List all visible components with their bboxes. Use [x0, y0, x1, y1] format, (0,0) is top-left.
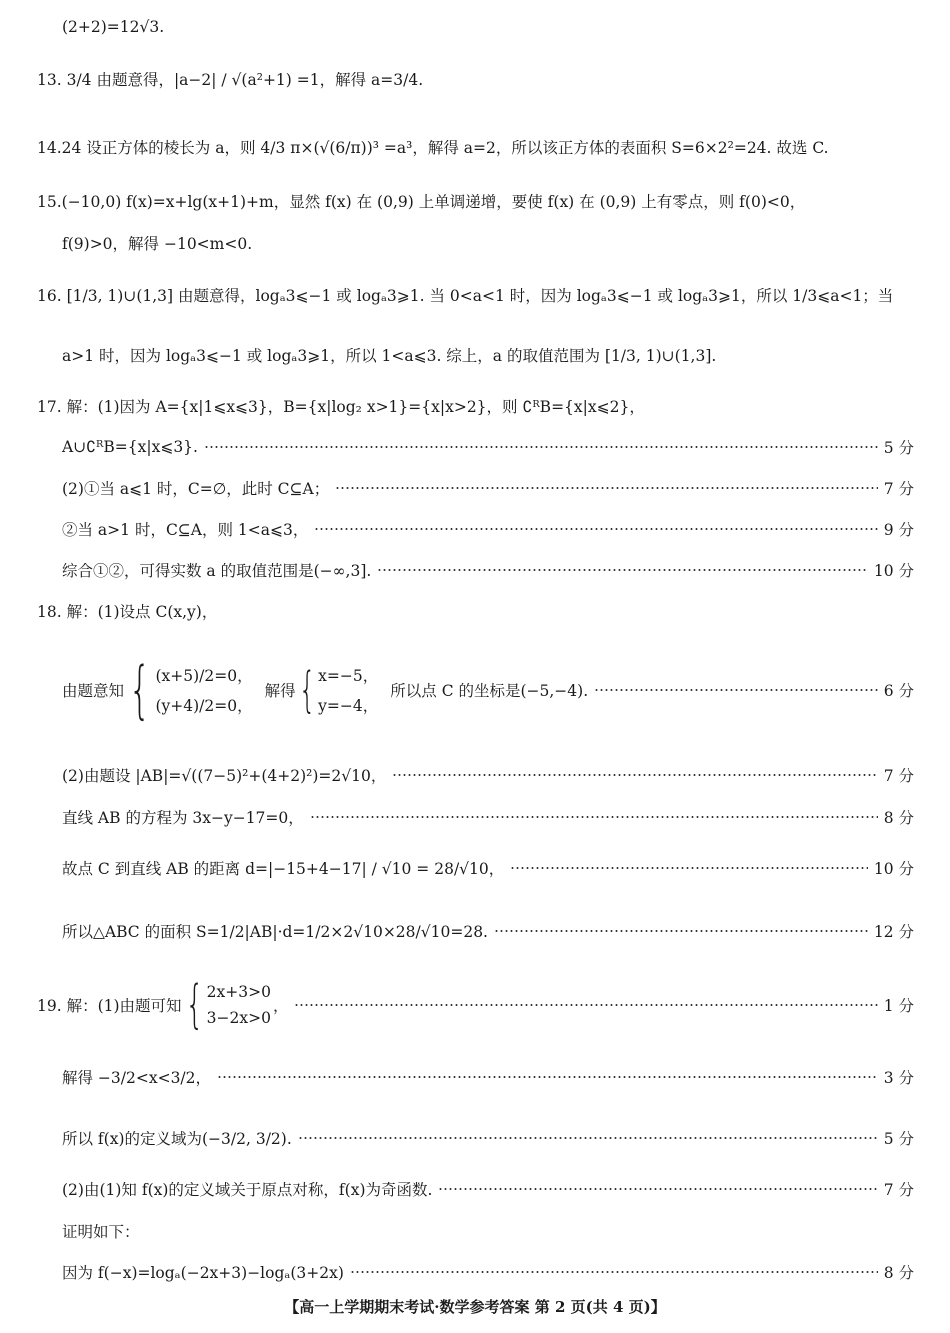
equation-system: { x=−5， y=−4， — [298, 662, 379, 718]
score-line: (2)①当 a⩽1 时，C=∅，此时 C⊆A； 7 分 — [62, 480, 914, 498]
score-line: 因为 f(−x)=logₐ(−2x+3)−logₐ(3+2x) 8 分 — [62, 1264, 914, 1282]
answer-13: 13. 3/4 由题意得，|a−2| / √(a²+1) =1，解得 a=3/4. — [37, 71, 424, 89]
text-line: 证明如下： — [62, 1223, 140, 1241]
answer-17-line1: 17. 解：(1)因为 A={x|1⩽x⩽3}，B={x|log₂ x>1}={x|x>2}，则 ∁ᴿB={x|x⩽2}， — [37, 398, 645, 416]
page-footer: 【高一上学期期末考试·数学参考答案 第 2 页(共 4 页)】 — [284, 1298, 666, 1316]
answer-16-line2: a>1 时，因为 logₐ3⩽−1 或 logₐ3⩾1，所以 1<a⩽3. 综上，a 的取值范围为 [1/3, 1)∪(1,3]. — [62, 347, 717, 365]
answer-14: 14.24 设正方体的棱长为 a，则 4/3 π×(√(6/π))³ =a³，解得 a=2，所以该正方体的表面积 S=6×2²=24. 故选 C. — [37, 139, 829, 157]
score-line: 所以△ABC 的面积 S=1/2|AB|·d=1/2×2√10×28/√10=28. 12 分 — [62, 923, 914, 941]
score-line-system: 由题意知 { (x+5)/2=0， (y+4)/2=0， 解得 { x=−5， y=−4， 所以点 C 的坐标是(−5,−4). 6 分 — [62, 653, 914, 726]
text-line: (2+2)=12√3. — [62, 18, 165, 36]
answer-18-line1: 18. 解：(1)设点 C(x,y)， — [37, 603, 218, 621]
equation-system: { (x+5)/2=0， (y+4)/2=0， — [128, 653, 253, 726]
score-line: 直线 AB 的方程为 3x−y−17=0， 8 分 — [62, 809, 914, 827]
inequality-system: { 2x+3>0 3−2x>0 — [184, 975, 271, 1035]
score-line: (2)由(1)知 f(x)的定义域关于原点对称，f(x)为奇函数. 7 分 — [62, 1181, 914, 1199]
score-line: 所以 f(x)的定义域为(−3/2, 3/2). 5 分 — [62, 1130, 914, 1148]
score-line: 综合①②，可得实数 a 的取值范围是(−∞,3]. 10 分 — [62, 562, 914, 580]
answer-16-line1: 16. [1/3, 1)∪(1,3] 由题意得，logₐ3⩽−1 或 logₐ3⩾1. 当 0<a<1 时，因为 logₐ3⩽−1 或 logₐ3⩾1，所以 1/3⩽a<1；当 — [37, 287, 894, 305]
score-line: A∪∁ᴿB={x|x⩽3}. 5 分 — [62, 438, 914, 457]
score-line: (2)由题设 |AB|=√((7−5)²+(4+2)²)=2√10， 7 分 — [62, 767, 914, 785]
score-line: 解得 −3/2<x<3/2， 3 分 — [62, 1069, 914, 1087]
score-line: ②当 a>1 时，C⊆A，则 1<a⩽3， 9 分 — [62, 521, 914, 539]
answer-15-line2: f(9)>0，解得 −10<m<0. — [62, 235, 253, 253]
answer-15-line1: 15.(−10,0) f(x)=x+lg(x+1)+m，显然 f(x) 在 (0,9) 上单调递增，要使 f(x) 在 (0,9) 上有零点，则 f(0)<0， — [37, 193, 806, 211]
score-line: 故点 C 到直线 AB 的距离 d=|−15+4−17| / √10 = 28/√10， 10 分 — [62, 860, 914, 878]
answer-19-line1: 19. 解：(1)由题可知 { 2x+3>0 3−2x>0 ， 1 分 — [37, 975, 914, 1035]
